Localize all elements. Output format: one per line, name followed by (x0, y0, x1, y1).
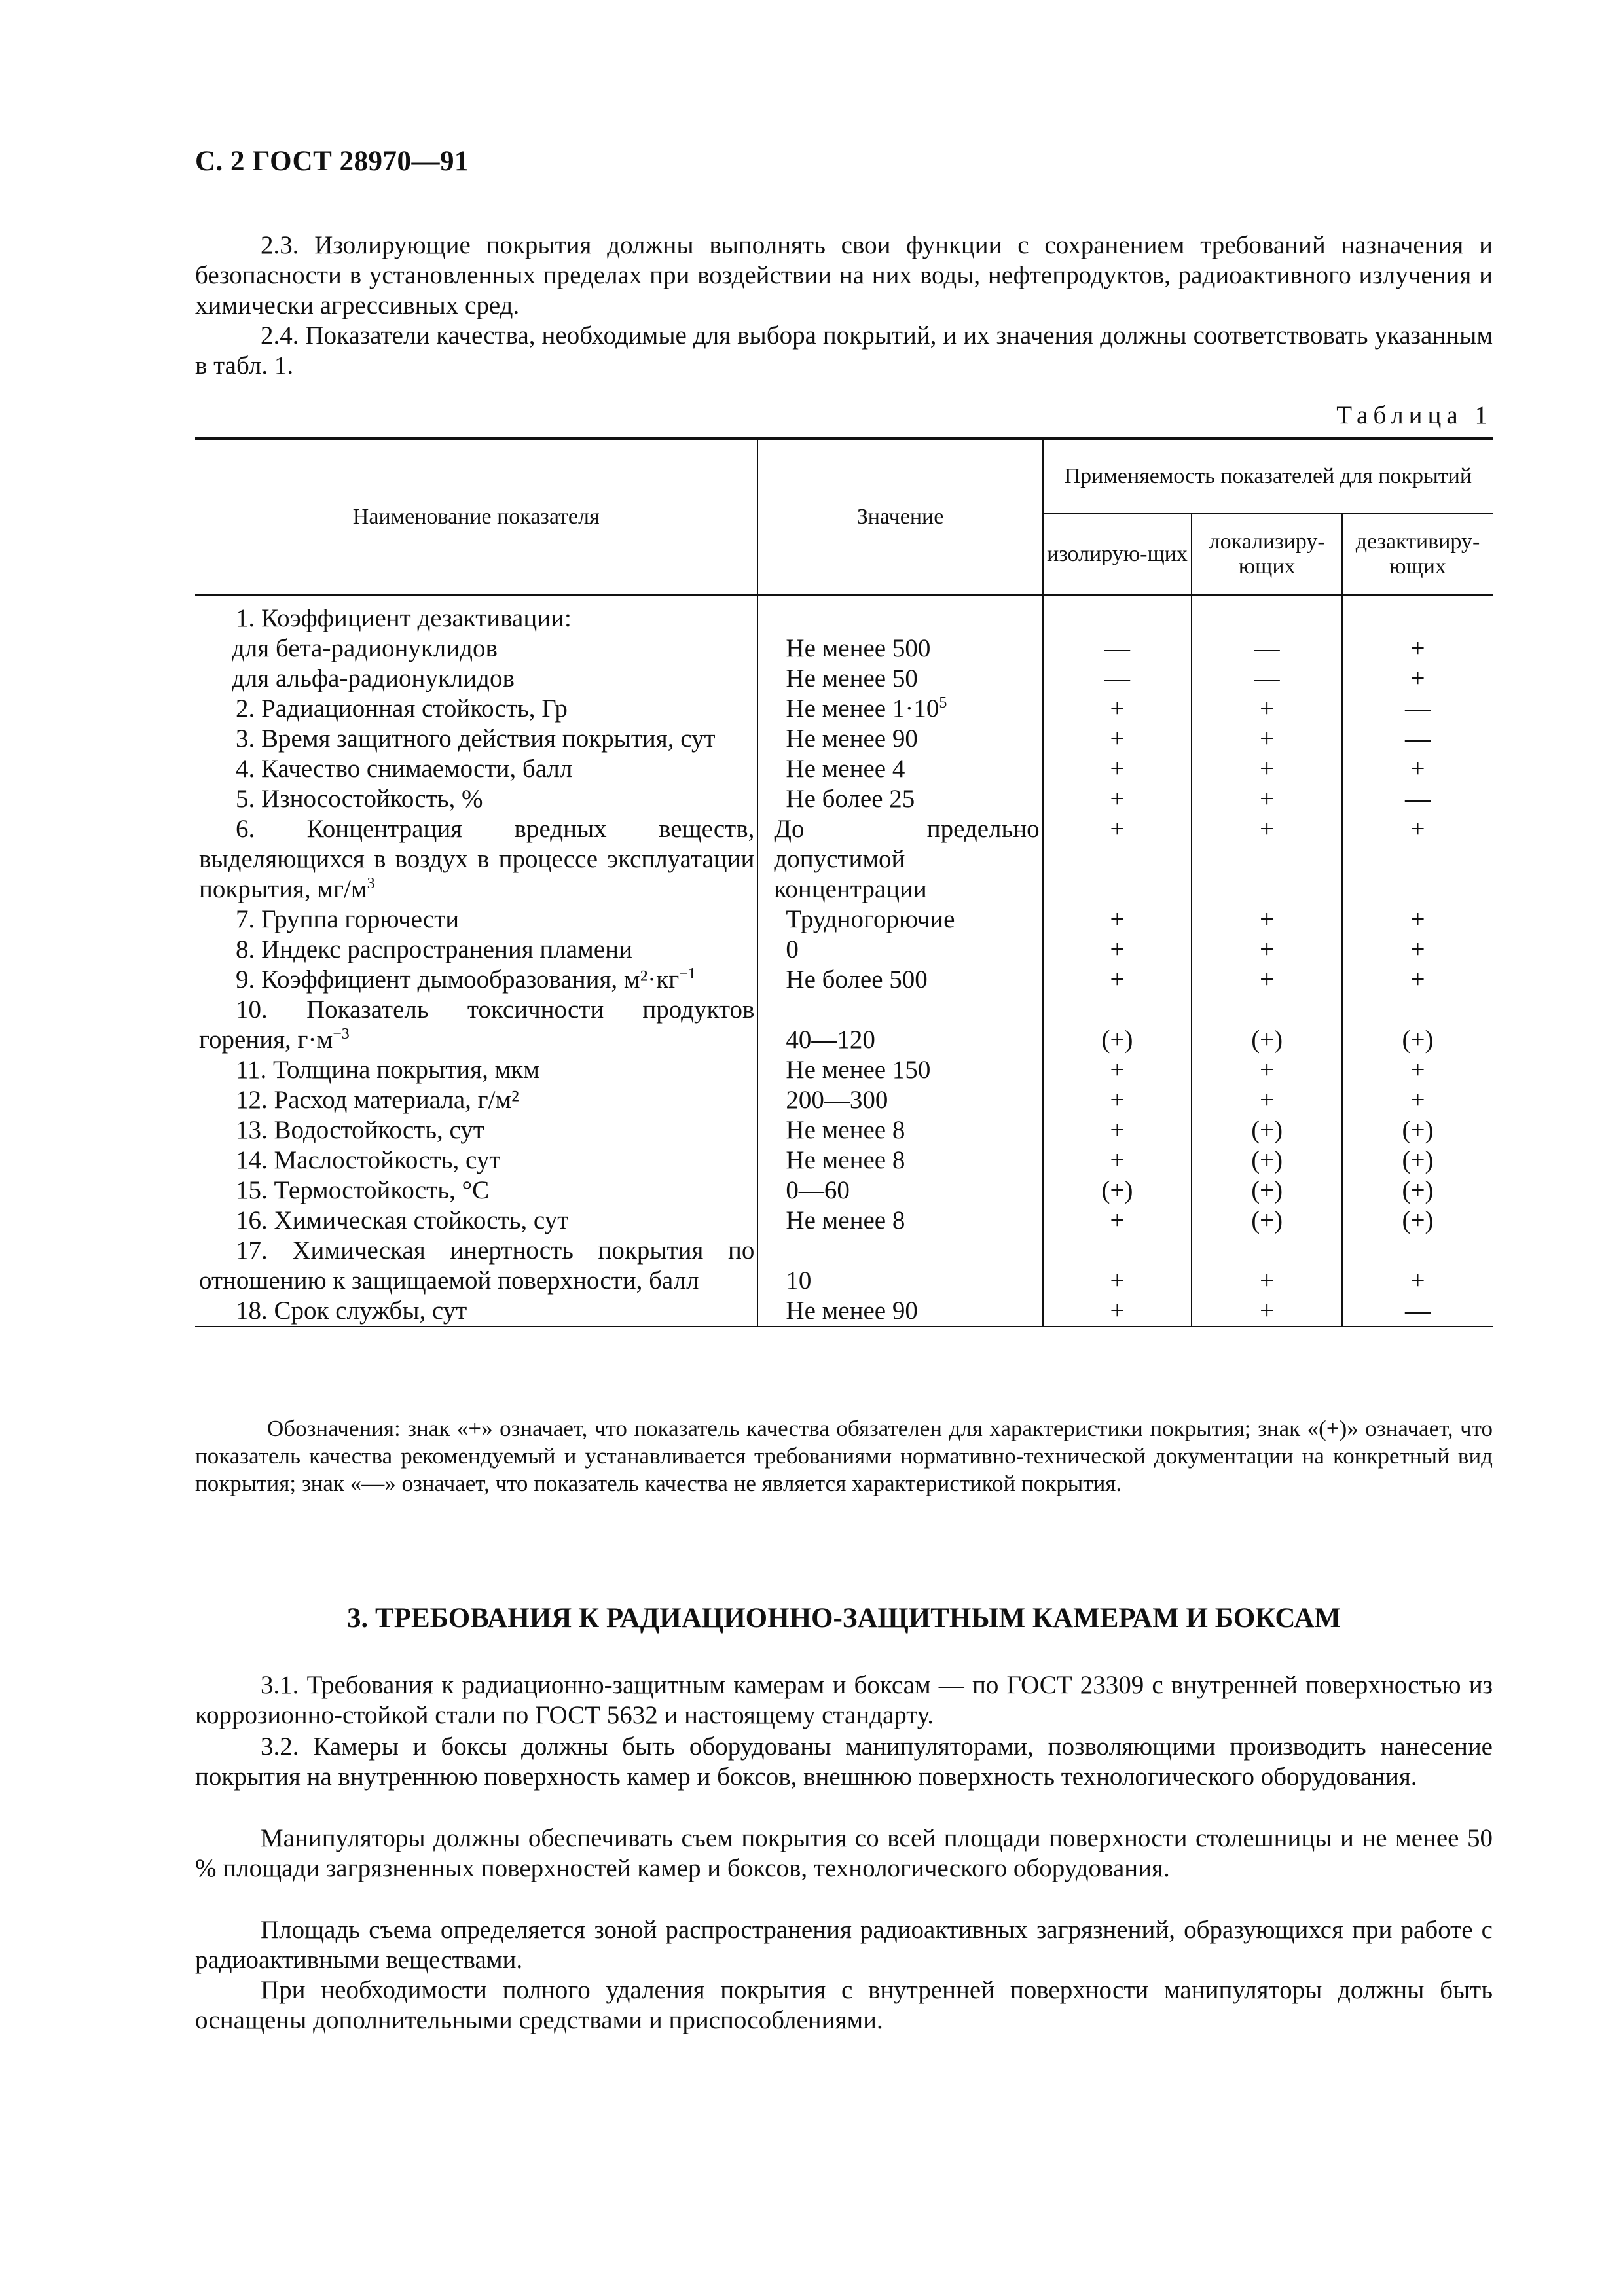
indicator-name: 4. Качество снимаемости, балл (236, 755, 573, 783)
table-row (195, 754, 1493, 784)
indicator-name: для бета-радионуклидов (232, 634, 498, 662)
indicator-name: 9. Коэффициент дымообразования, $м^2\cdot кг^{-1}$ (236, 965, 696, 994)
table-row (195, 814, 1493, 905)
table-row (195, 1296, 1493, 1327)
header-localizing: локализиру-ющих (1192, 514, 1342, 595)
localizing-mark (1192, 595, 1342, 634)
decontaminating-mark: + (1342, 905, 1493, 935)
insulating-mark: + (1043, 1145, 1192, 1175)
indicator-value: Не менее 500 (757, 634, 1042, 664)
decontaminating-mark: (+) (1342, 995, 1493, 1055)
indicator-value: Не менее 4 (757, 754, 1042, 784)
localizing-mark: — (1192, 664, 1342, 694)
insulating-mark (1043, 595, 1192, 634)
decontaminating-mark: (+) (1342, 1145, 1493, 1175)
indicator-name: 15. Термостойкость, °С (236, 1176, 490, 1204)
insulating-mark: + (1043, 965, 1192, 995)
insulating-mark: + (1043, 724, 1192, 754)
indicator-value: Не менее $1\cdot 10^5$ (757, 694, 1042, 724)
indicator-name: 12. Расход материала, г/м² (236, 1086, 519, 1114)
decontaminating-mark: + (1342, 935, 1493, 965)
indicator-name: 5. Износостойкость, % (236, 785, 483, 813)
decontaminating-mark: + (1342, 1236, 1493, 1296)
indicator-name: 3. Время защитного действия покрытия, сут (236, 725, 716, 753)
insulating-mark: + (1043, 694, 1192, 724)
localizing-mark: + (1192, 1296, 1342, 1327)
table-row (195, 724, 1493, 754)
indicator-name: 17. Химическая инертность покрытия по отношению к защищаемой поверхности, балл (199, 1236, 755, 1295)
localizing-mark: + (1192, 1085, 1342, 1115)
header-name: Наименование показателя (195, 439, 757, 595)
indicator-value (757, 595, 1042, 634)
localizing-mark: + (1192, 1236, 1342, 1296)
localizing-mark: (+) (1192, 1145, 1342, 1175)
indicator-name: 2. Радиационная стойкость, Гр (236, 694, 568, 723)
paragraph-3-2: 3.2. Камеры и боксы должны быть оборудованы манипуляторами, позволяющими производить нанесение покрытия на внутреннюю поверхность камер и боксов, внешнюю поверхность технологического оборудования. (195, 1732, 1493, 1791)
indicator-value: 200—300 (757, 1085, 1042, 1115)
insulating-mark: (+) (1043, 995, 1192, 1055)
indicator-value: 0—60 (757, 1175, 1042, 1206)
indicator-value: Не более 25 (757, 784, 1042, 814)
table-row (195, 965, 1493, 995)
decontaminating-mark: + (1342, 814, 1493, 905)
table-row (195, 634, 1493, 664)
indicator-value: До предельно допустимой концентрации (757, 814, 1042, 905)
table-row (195, 664, 1493, 694)
localizing-mark: + (1192, 1055, 1342, 1085)
indicator-value: 0 (757, 935, 1042, 965)
paragraph-3-1: 3.1. Требования к радиационно-защитным камерам и боксам — по ГОСТ 23309 с внутренней поверхностью из коррозионно-стойкой стали по ГОСТ 5632 и настоящему стандарту. (195, 1671, 1493, 1729)
paragraph-removal-area: Площадь съема определяется зоной распространения радиоактивных загрязнений, образующихся при работе с радиоактивными веществами. (195, 1916, 1493, 1974)
table-row (195, 1115, 1493, 1145)
insulating-mark: + (1043, 1115, 1192, 1145)
paragraph-2-3: 2.3. Изолирующие покрытия должны выполнять свои функции с сохранением требований назначения и безопасности в установленных пределах при воздействии на них воды, нефтепродуктов, радиоактивного излучения и химически агрессивных сред. (195, 231, 1493, 319)
indicator-value: Не менее 8 (757, 1206, 1042, 1236)
localizing-mark: + (1192, 754, 1342, 784)
indicator-value: Трудногорючие (757, 905, 1042, 935)
indicator-name: для альфа-радионуклидов (232, 664, 515, 692)
table-row (195, 1145, 1493, 1175)
paragraph-full-removal: При необходимости полного удаления покрытия с внутренней поверхности манипуляторы должны быть оснащены дополнительными средствами и приспособлениями. (195, 1976, 1493, 2034)
insulating-mark: (+) (1043, 1175, 1192, 1206)
insulating-mark: — (1043, 634, 1192, 664)
indicator-name: 16. Химическая стойкость, сут (236, 1206, 569, 1234)
insulating-mark: + (1043, 905, 1192, 935)
table-caption: Таблица 1 (1336, 401, 1493, 429)
localizing-mark: — (1192, 634, 1342, 664)
table-row (195, 905, 1493, 935)
header-insulating: изолирую-щих (1043, 514, 1192, 595)
header-applicability: Применяемость показателей для покрытий (1043, 439, 1493, 514)
table-row (195, 595, 1493, 634)
table-row (195, 1085, 1493, 1115)
decontaminating-mark (1342, 595, 1493, 634)
page-header: С. 2 ГОСТ 28970—91 (195, 146, 469, 177)
table-row (195, 694, 1493, 724)
insulating-mark: + (1043, 1206, 1192, 1236)
header-decontaminating: дезактивиру-ющих (1342, 514, 1493, 595)
indicator-value: 10 (757, 1236, 1042, 1296)
indicator-value: Не менее 8 (757, 1145, 1042, 1175)
indicator-value: Не менее 90 (757, 1296, 1042, 1327)
indicator-name: 18. Срок службы, сут (236, 1297, 467, 1325)
insulating-mark: + (1043, 1296, 1192, 1327)
indicator-name: 14. Маслостойкость, сут (236, 1146, 501, 1174)
table-notes: Обозначения: знак «+» означает, что показатель качества обязателен для характеристики покрытия; знак «(+)» означает, что показатель качества рекомендуемый и устанавливается требованиями нормативно-технической документации на конкретный вид покрытия; знак «—» означает, что показатель качества не является характеристикой покрытия. (195, 1416, 1493, 1496)
localizing-mark: (+) (1192, 1175, 1342, 1206)
decontaminating-mark: + (1342, 664, 1493, 694)
table-row (195, 935, 1493, 965)
indicator-value: Не менее 150 (757, 1055, 1042, 1085)
indicator-value: Не более 500 (757, 965, 1042, 995)
decontaminating-mark: (+) (1342, 1115, 1493, 1145)
table-row (195, 1055, 1493, 1085)
decontaminating-mark: (+) (1342, 1175, 1493, 1206)
indicator-name: 13. Водостойкость, сут (236, 1116, 484, 1144)
decontaminating-mark: + (1342, 965, 1493, 995)
table-row (195, 1206, 1493, 1236)
table-row (195, 995, 1493, 1055)
paragraph-manipulators: Манипуляторы должны обеспечивать съем покрытия со всей площади поверхности столешницы и не менее 50 % площади загрязненных поверхностей камер и боксов, технологического оборудования. (195, 1824, 1493, 1882)
decontaminating-mark: — (1342, 724, 1493, 754)
insulating-mark: + (1043, 784, 1192, 814)
section-3-title: 3. ТРЕБОВАНИЯ К РАДИАЦИОННО-ЗАЩИТНЫМ КАМЕРАМ И БОКСАМ (347, 1603, 1341, 1634)
decontaminating-mark: — (1342, 694, 1493, 724)
localizing-mark: (+) (1192, 1115, 1342, 1145)
indicator-name: 10. Показатель токсичности продуктов горения, $г\cdot м^{-3}$ (199, 996, 755, 1054)
table-row (195, 1236, 1493, 1296)
decontaminating-mark: + (1342, 1085, 1493, 1115)
decontaminating-mark: + (1342, 754, 1493, 784)
insulating-mark: + (1043, 814, 1192, 905)
localizing-mark: (+) (1192, 995, 1342, 1055)
insulating-mark: + (1043, 1236, 1192, 1296)
localizing-mark: (+) (1192, 1206, 1342, 1236)
indicator-value: 40—120 (757, 995, 1042, 1055)
insulating-mark: + (1043, 1055, 1192, 1085)
localizing-mark: + (1192, 724, 1342, 754)
localizing-mark: + (1192, 905, 1342, 935)
decontaminating-mark: (+) (1342, 1206, 1493, 1236)
indicator-name: 7. Группа горючести (236, 905, 460, 933)
localizing-mark: + (1192, 935, 1342, 965)
localizing-mark: + (1192, 694, 1342, 724)
insulating-mark: + (1043, 1085, 1192, 1115)
indicator-name: 6. Концентрация вредных веществ, выделяющихся в воздух в процессе эксплуатации покрытия, $мг/м^3$ (199, 815, 755, 903)
insulating-mark: + (1043, 754, 1192, 784)
insulating-mark: — (1043, 664, 1192, 694)
insulating-mark: + (1043, 935, 1192, 965)
indicator-name: 1. Коэффициент дезактивации: (236, 604, 572, 632)
localizing-mark: + (1192, 784, 1342, 814)
indicator-name: 8. Индекс распространения пламени (236, 935, 632, 963)
decontaminating-mark: + (1342, 1055, 1493, 1085)
decontaminating-mark: — (1342, 1296, 1493, 1327)
paragraph-2-4: 2.4. Показатели качества, необходимые для выбора покрытий, и их значения должны соответствовать указанным в табл. 1. (195, 321, 1493, 380)
indicator-value: Не менее 8 (757, 1115, 1042, 1145)
table-row (195, 784, 1493, 814)
indicator-value: Не менее 90 (757, 724, 1042, 754)
header-value: Значение (757, 439, 1042, 595)
localizing-mark: + (1192, 965, 1342, 995)
quality-indicators-table (195, 437, 1493, 1327)
indicator-name: 11. Толщина покрытия, мкм (236, 1056, 539, 1084)
decontaminating-mark: + (1342, 634, 1493, 664)
indicator-value: Не менее 50 (757, 664, 1042, 694)
table-row (195, 1175, 1493, 1206)
decontaminating-mark: — (1342, 784, 1493, 814)
localizing-mark: + (1192, 814, 1342, 905)
